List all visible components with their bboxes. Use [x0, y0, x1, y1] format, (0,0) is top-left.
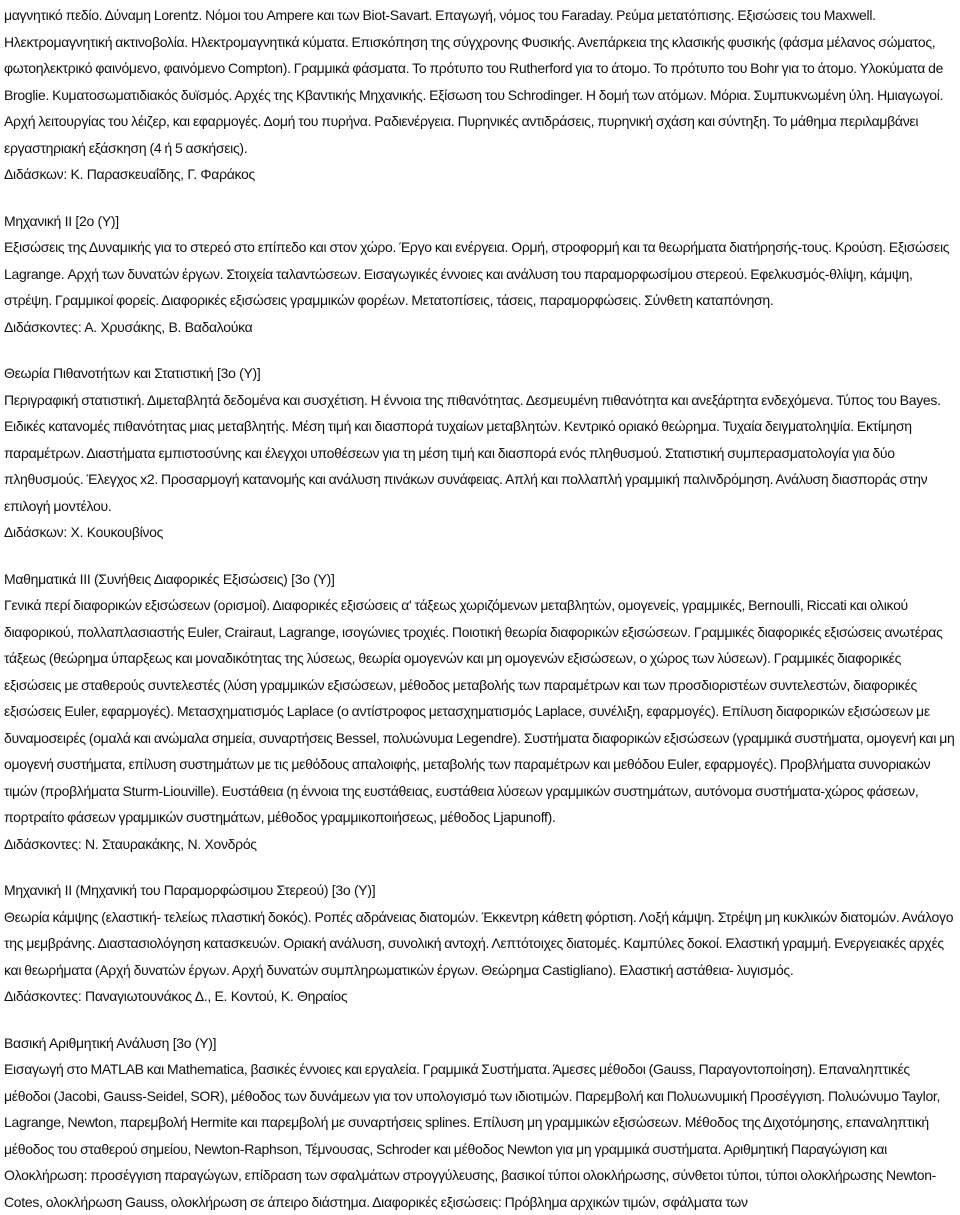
course-description: Θεωρία κάμψης (ελαστική- τελείως πλαστική δοκός). Ροπές αδράνειας διατομών. Έκκεντρη κάθετη φόρτιση. Λοξή κάμψη. Στρέψη μη κυκλικών διατομών. Ανάλογο της μεμβράνης. Διαστασιολόγηση κατασκευών. Οριακή ανάλυση, συνολική αντοχή. Λεπτότοιχες διατομές. Καμπύλες δοκοί. Ελαστική γραμμή. Ενεργειακές αρχές και θεωρήματα (Αρχή δυνατών έργων. Αρχή δυνατών συμπληρωματικών έργων. Θεώρημα Castigliano). Ελαστική αστάθεια- λυγισμός. [4, 904, 956, 984]
course-title: Μαθηματικά ΙΙΙ (Συνήθεις Διαφορικές Εξισώσεις) [3ο (Υ)] [4, 566, 956, 593]
course-block-probability-statistics [4, 360, 956, 546]
course-description: Γενικά περί διαφορικών εξισώσεων (ορισμοί). Διαφορικές εξισώσεις α' τάξεως χωριζόμενων μεταβλητών, ομογενείς, γραμμικές, Bernoulli, Riccati και ολικού διαφορικού, πολλαπλασιαστής Euler, Crairaut, Lagrange, ισογώνιες τροχιές. Ποιοτική θεωρία διαφορικών εξισώσεων. Γραμμικές διαφορικές εξισώσεις ανωτέρας τάξεως (θεώρημα ύπαρξεως και μοναδικότητας της λύσεως, θεωρία ομογενών και μη ομογενών εξισώσεων, ο χώρος των λύσεων). Γραμμικές διαφορικές εξισώσεις με σταθερούς συντελεστές (λύση γραμμικών εξισώσεων, μέθοδος μεταβολής των παραμέτρων και των προσδιοριστέων συντελεστών, διαφορικές εξισώσεις Euler, εφαρμογές). Μετασχηματισμός Laplace (ο αντίστροφος μετασχηματισμός Laplace, συνέλιξη, εφαρμογές). Επίλυση διαφορικών εξισώσεων με δυναμοσειρές (ομαλά και ανώμαλα σημεία, συναρτήσεις Bessel, πολυώνυμα Legendre). Συστήματα διαφορικών εξισώσεων (γραμμικά συστήματα, ομογενή και μη ομογενή συστήματα, επίλυση συστημάτων με τις μεθόδους απαλοιφής, μεταβολής των παραμέτρων και μεθόδου Euler, εφαρμογές). Προβλήματα συνοριακών τιμών (προβλήματα Sturm-Liouville). Ευστάθεια (η έννοια της ευστάθειας, ευστάθεια λύσεων γραμμικών συστημάτων, αυτόνομα συστήματα-χώρος φάσεων, πορτραίτο φάσεων γραμμικών συστημάτων, μέθοδος γραμμικοποιήσεως, μέθοδος Ljapunoff). [4, 592, 956, 831]
course-block-deformable-solid-mechanics [4, 877, 956, 1010]
course-title: Θεωρία Πιθανοτήτων και Στατιστική [3ο (Υ)] [4, 360, 956, 387]
course-title: Μηχανική ΙΙ [2ο (Υ)] [4, 208, 956, 235]
course-description: μαγνητικό πεδίο. Δύναμη Lorentz. Νόμοι του Ampere και των Biot-Savart. Επαγωγή, νόμος του Faraday. Ρεύμα μετατόπισης. Εξισώσεις του Maxwell. Ηλεκτρομαγνητική ακτινοβολία. Ηλεκτρομαγνητικά κύματα. Επισκόπηση της σύγχρονης Φυσικής. Ανεπάρκεια της κλασικής φυσικής (φάσμα μέλανος σώματος, φωτοηλεκτρικό φαινόμενο, φαινόμενο Compton). Γραμμικά φάσματα. Το πρότυπο του Rutherford για το άτομο. Το πρότυπο του Bohr για το άτομο. Υλοκύματα de Broglie. Κυματοσωματιδιακός δυϊσμός. Αρχές της Κβαντικής Μηχανικής. Εξίσωση του Schrodinger. Η δομή των ατόμων. Μόρια. Συμπυκνωμένη ύλη. Ημιαγωγοί. Αρχή λειτουργίας του λέιζερ, και εφαρμογές. Δομή του πυρήνα. Ραδιενέργεια. Πυρηνικές αντιδράσεις, πυρηνική σχάση και σύντηξη. Το μάθημα περιλαμβάνει εργαστηριακή εξάσκηση (4 ή 5 ασκήσεις). [4, 2, 956, 161]
course-instructors: Διδάσκων: Χ. Κουκουβίνος [4, 519, 956, 546]
course-block-mechanics-2 [4, 208, 956, 341]
course-title: Βασική Αριθμητική Ανάλυση [3ο (Υ)] [4, 1030, 956, 1057]
course-instructors: Διδάσκων: Κ. Παρασκευαΐδης, Γ. Φαράκος [4, 161, 956, 188]
course-description: Εξισώσεις της Δυναμικής για το στερεό στο επίπεδο και στον χώρο. Έργο και ενέργεια. Ορμή, στροφορμή και τα θεωρήματα διατήρησής-τους. Κρούση. Εξισώσεις Lagrange. Αρχή των δυνατών έργων. Στοιχεία ταλαντώσεων. Εισαγωγικές έννοιες και ανάλυση του παραμορφωσίμου στερεού. Εφελκυσμός-θλίψη, κάμψη, στρέψη. Γραμμικοί φορείς. Διαφορικές εξισώσεις γραμμικών φορέων. Μετατοπίσεις, τάσεις, παραμορφώσεις. Σύνθετη καταπόνηση. [4, 234, 956, 314]
course-instructors: Διδάσκοντες: Παναγιωτουνάκος Δ., Ε. Κοντού, Κ. Θηραίος [4, 983, 956, 1010]
course-description: Περιγραφική στατιστική. Διμεταβλητά δεδομένα και συσχέτιση. Η έννοια της πιθανότητας. Δεσμευμένη πιθανότητα και ανεξάρτητα ενδεχόμενα. Τύπος του Bayes. Ειδικές κατανομές πιθανότητας μιας μεταβλητής. Μέση τιμή και διασπορά τυχαίων μεταβλητών. Κεντρικό οριακό θεώρημα. Τυχαία δειγματοληψία. Εκτίμηση παραμέτρων. Διαστήματα εμπιστοσύνης και έλεγχοι υποθέσεων για τη μέση τιμή και διασπορά ενός πληθυσμού. Στατιστική συμπερασματολογία για δύο πληθυσμούς. Έλεγχος x2. Προσαρμογή κατανομής και ανάλυση πινάκων συνάφειας. Απλή και πολλαπλή γραμμική παλινδρόμηση. Ανάλυση διασποράς στην επιλογή μοντέλου. [4, 387, 956, 520]
physics-course-continuation [4, 2, 956, 188]
course-description: Εισαγωγή στο MATLAB και Mathematica, βασικές έννοιες και εργαλεία. Γραμμικά Συστήματα. Άμεσες μέθοδοι (Gauss, Παραγοντοποίηση). Επαναληπτικές μέθοδοι (Jacobi, Gauss-Seidel, SOR), μέθοδος των δυνάμεων για τον υπολογισμό των ιδιοτιμών. Παρεμβολή και Πολυωνυμική Προσέγγιση. Πολυώνυμο Taylor, Lagrange, Newton, παρεμβολή Hermite και παρεμβολή με συναρτήσεις splines. Επίλυση μη γραμμικών εξισώσεων. Μέθοδος της Διχοτόμησης, επαναληπτική μέθοδος του σταθερού σημείου, Newton-Raphson, Τέμνουσας, Schroder και μέθοδος Newton για μη γραμμικά συστήματα. Αριθμητική Παραγώγιση και Ολοκλήρωση: προσέγγιση παραγώγων, επίδραση των σφαλμάτων στρογγύλευσης, βασικοί τύποι ολοκλήρωσης, σύνθετοι τύποι, τύποι ολοκλήρωσης Newton-Cotes, ολοκλήρωση Gauss, ολοκλήρωση σε άπειρο διάστημα. Διαφορικές εξισώσεις: Πρόβλημα αρχικών τιμών, σφάλματα των [4, 1056, 956, 1215]
course-instructors: Διδάσκοντες: Ν. Σταυρακάκης, Ν. Χονδρός [4, 831, 956, 858]
course-block-mathematics-3 [4, 566, 956, 858]
course-instructors: Διδάσκοντες: Α. Χρυσάκης, Β. Βαδαλούκα [4, 314, 956, 341]
course-title: Μηχανική ΙΙ (Μηχανική του Παραμορφώσιμου Στερεού) [3ο (Υ)] [4, 877, 956, 904]
course-block-numerical-analysis [4, 1030, 956, 1215]
